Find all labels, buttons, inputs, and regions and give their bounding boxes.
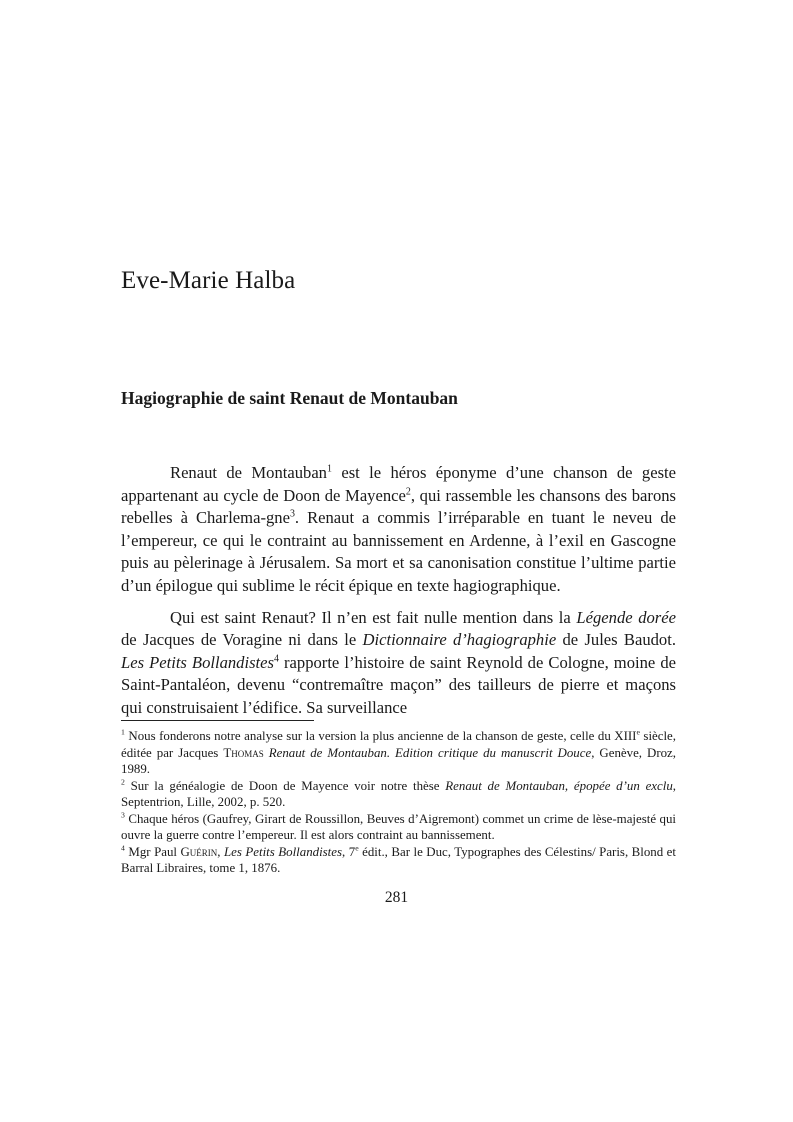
- small-caps-name: Guérin: [180, 844, 218, 859]
- footnote-number: 1: [121, 727, 125, 737]
- text-run: Renaut de Montauban: [170, 463, 327, 482]
- text-run: rapporte l’histoire de saint Reynold de Cologne, moine de Saint-Pantaléon, devenu “contremaître maçon” des tailleurs de pierre et maçons qui construisaient l’édifice. Sa surveillance: [121, 652, 676, 717]
- footnote-number: 4: [121, 843, 125, 853]
- text-run: de Jules Baudot.: [556, 630, 676, 650]
- footnote-2: [121, 778, 676, 811]
- footnote-1: [121, 728, 676, 778]
- text-run: est le héros éponyme d’une chanson de geste appartenant au cycle de Doon de Mayence: [121, 463, 676, 505]
- text-run: , 7: [342, 844, 356, 859]
- italic-title: Les Petits Bollandistes: [121, 652, 274, 672]
- text-run: siècle, éditée par Jacques: [121, 729, 676, 760]
- text-run: , Genève, Droz, 1989.: [121, 745, 676, 776]
- italic-title: Renaut de Montauban. Edition critique du manuscrit Douce: [268, 745, 592, 760]
- italic-title: Légende dorée: [576, 607, 676, 627]
- text-run: , Septentrion, Lille, 2002, p. 520.: [121, 778, 676, 809]
- text-run: édit., Bar le Duc, Typographes des Célestins/ Paris, Blond et Barral Libraires, tome 1, 1876.: [121, 844, 676, 875]
- footnote-3: [121, 811, 676, 844]
- text-run: . Renaut a commis l’irréparable en tuant le neveu de l’empereur, ce qui le contraint au bannissement en Ardenne, à l’exil en Gascogne puis au pèlerinage à Jérusalem. Sa mort et sa canonisation constitue l’ultime partie d’un épilogue qui sublime le récit épique en texte hagiographique.: [121, 508, 676, 595]
- footnote-ref-2: 2: [405, 486, 411, 498]
- author-name: Eve-Marie Halba: [121, 267, 296, 294]
- italic-title: Dictionnaire d’hagiographie: [362, 630, 557, 650]
- page-number: 281: [384, 889, 409, 906]
- italic-title: Les Petits Bollandistes: [224, 844, 343, 859]
- text-run: , qui rassemble les chansons des barons rebelles à Charlema-gne: [121, 485, 676, 528]
- footnote-number: 3: [121, 810, 125, 820]
- chapter-title: Hagiographie de saint Renaut de Montauban: [121, 388, 458, 408]
- footnote-number: 2: [121, 777, 125, 787]
- superscript: e: [636, 727, 640, 737]
- footnote-separator: [121, 720, 314, 721]
- text-run: ,: [217, 844, 225, 859]
- text-run: Chaque héros (Gaufrey, Girart de Roussillon, Beuves d’Aigremont) commet un crime de lèse-majesté qui ouvre la guerre contre l’empereur. Il est alors contraint au bannissement.: [121, 811, 676, 842]
- paragraph-2: [121, 607, 676, 720]
- footnote-ref-3: 3: [289, 508, 295, 520]
- text-run: Qui est saint Renaut? Il n’en est fait nulle mention dans la: [170, 607, 577, 627]
- text-run: Nous fonderons notre analyse sur la version la plus ancienne de la chanson de geste, celle du XIII: [124, 729, 637, 743]
- text-run: Sur la généalogie de Doon de Mayence voir notre thèse: [124, 778, 446, 793]
- italic-title: Renaut de Montauban, épopée d’un exclu: [445, 778, 673, 793]
- footnotes: [121, 728, 676, 877]
- body-text: [121, 462, 676, 729]
- text-run: Mgr Paul: [124, 844, 181, 859]
- footnote-ref-1: 1: [326, 463, 332, 475]
- superscript: e: [355, 843, 359, 853]
- paragraph-1: [121, 462, 676, 598]
- small-caps-name: Thomas: [223, 745, 264, 760]
- text-run: de Jacques de Voragine ni dans le: [121, 630, 363, 650]
- footnote-ref-4: 4: [273, 653, 279, 665]
- footnote-4: [121, 844, 676, 877]
